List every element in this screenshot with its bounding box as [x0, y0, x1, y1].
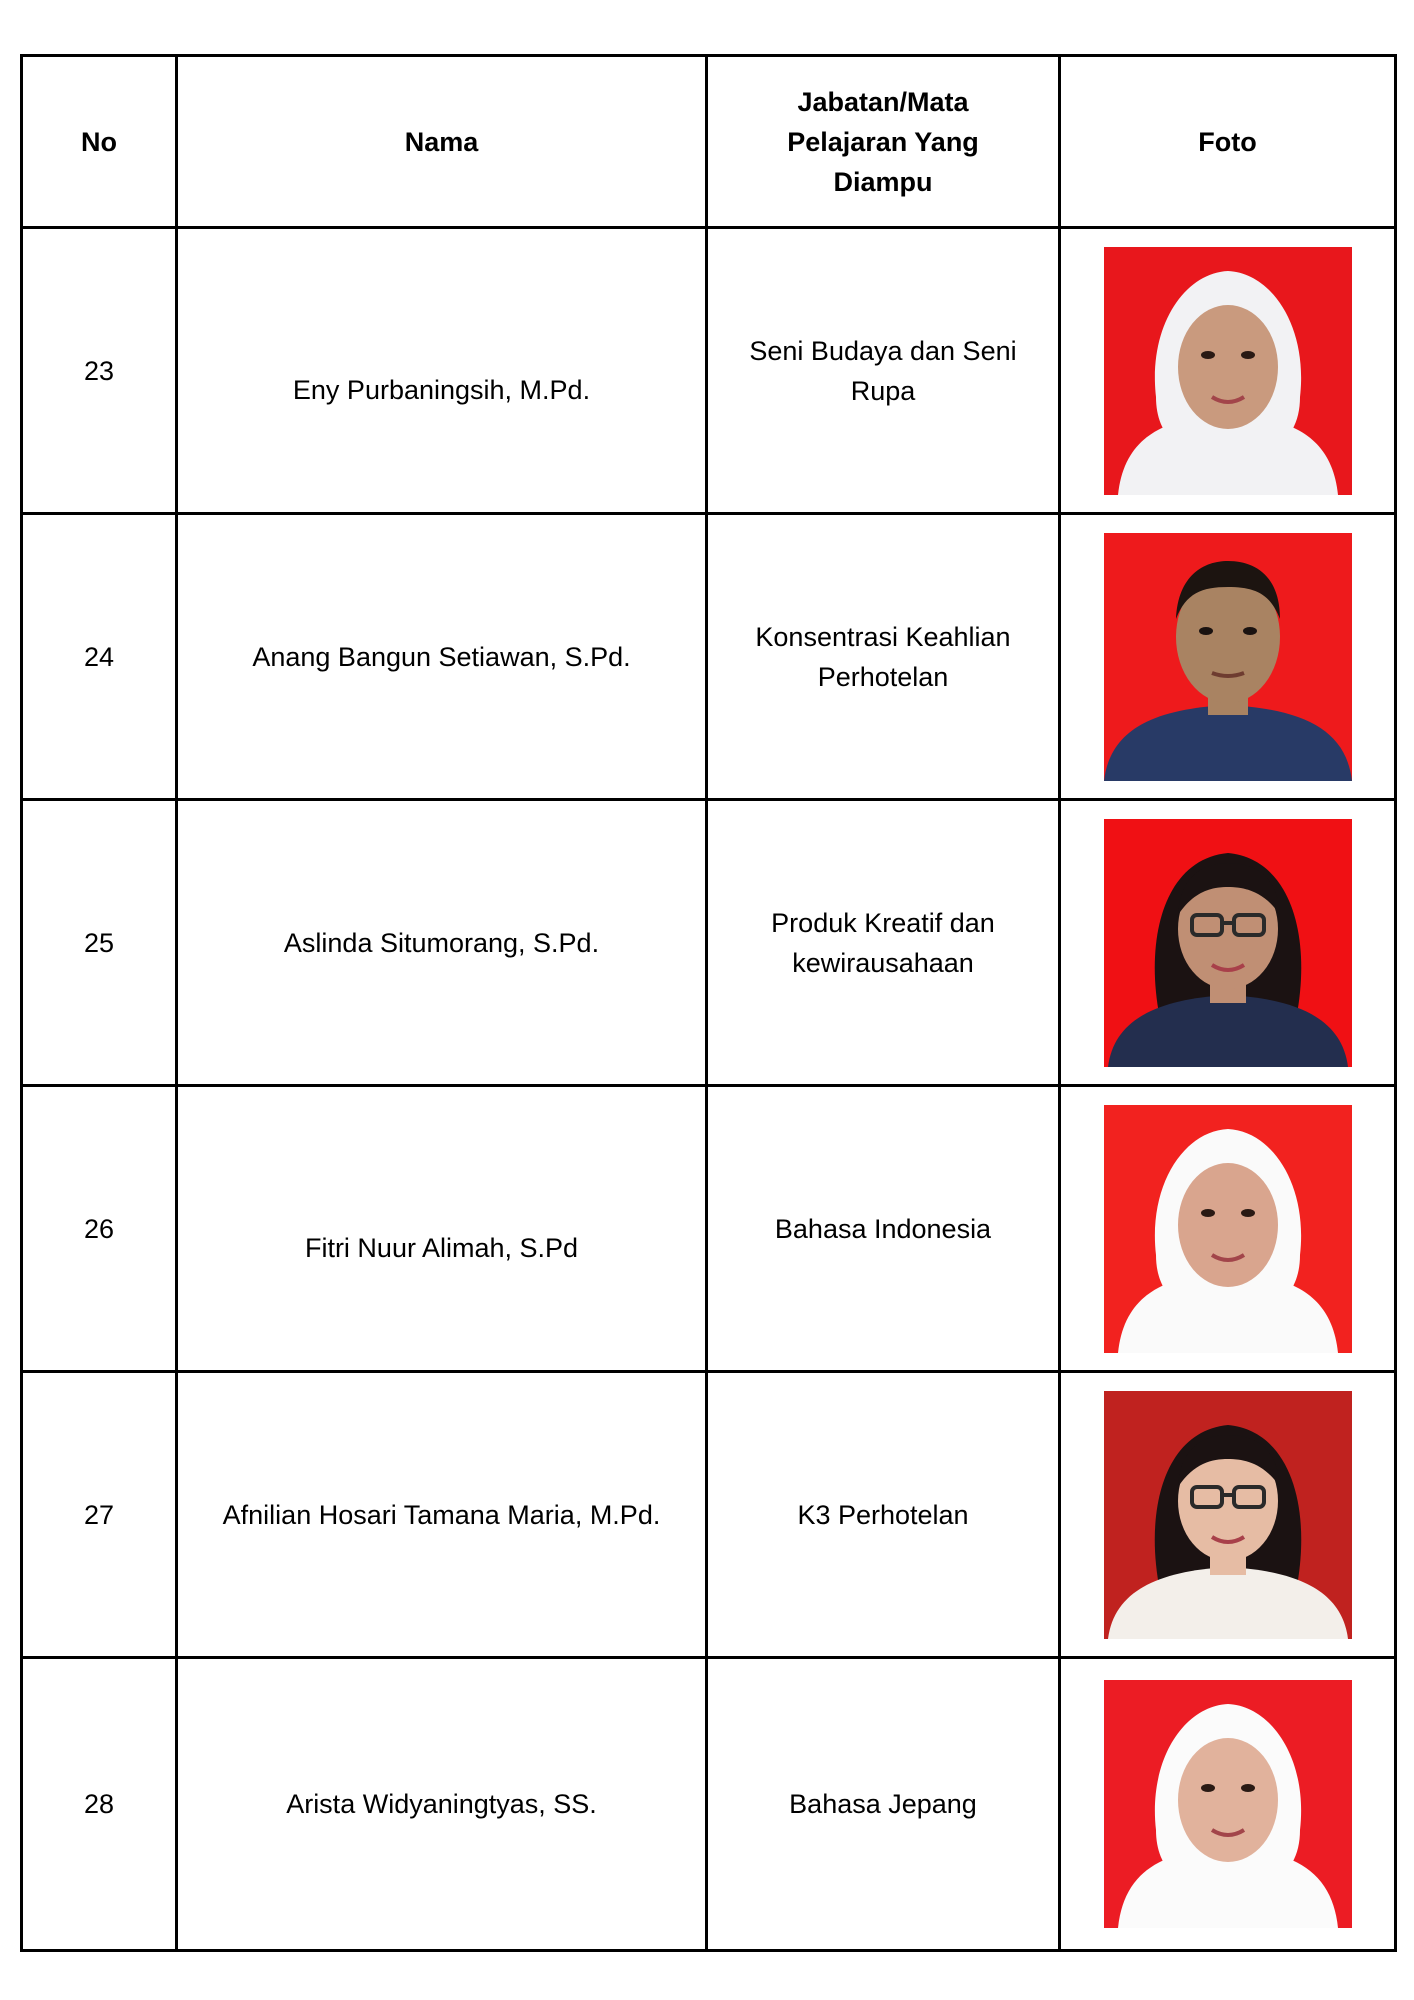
row-no: 26	[22, 1086, 177, 1372]
row-nama-text: Arista Widyaningtyas, SS.	[286, 1789, 597, 1819]
row-foto	[1060, 514, 1396, 800]
staff-table	[20, 54, 1397, 1952]
row-no: 24	[22, 514, 177, 800]
row-nama	[177, 1372, 707, 1658]
row-jabatan	[707, 800, 1060, 1086]
row-nama-text: Aslinda Situmorang, S.Pd.	[283, 927, 600, 958]
header-jabatan	[707, 56, 1060, 228]
table-row	[22, 1372, 1396, 1658]
portrait-woman-glasses-photo	[1104, 819, 1352, 1067]
row-nama	[177, 228, 707, 514]
row-jabatan	[707, 228, 1060, 514]
row-jabatan	[707, 1372, 1060, 1658]
row-no: 25	[22, 800, 177, 1086]
row-nama-text: Eny Purbaningsih, M.Pd.	[292, 374, 591, 405]
row-nama-text: Fitri Nuur Alimah, S.Pd	[304, 1232, 579, 1263]
row-foto	[1060, 1372, 1396, 1658]
portrait-hijab-photo	[1104, 1105, 1352, 1353]
header-nama: Nama	[177, 56, 707, 228]
portrait-hijab-photo	[1104, 1680, 1352, 1928]
row-jabatan-text: K3 Perhotelan	[797, 1499, 969, 1530]
row-jabatan	[707, 1086, 1060, 1372]
row-nama	[177, 800, 707, 1086]
table-row	[22, 800, 1396, 1086]
row-nama	[177, 514, 707, 800]
header-no: No	[22, 56, 177, 228]
row-jabatan	[707, 1658, 1060, 1951]
table-row	[22, 1086, 1396, 1372]
table-row	[22, 1658, 1396, 1951]
row-no: 23	[22, 228, 177, 514]
portrait-woman-glasses-photo	[1104, 1391, 1352, 1639]
table-row	[22, 228, 1396, 514]
row-nama	[177, 1658, 707, 1951]
portrait-man-photo	[1104, 533, 1352, 781]
row-no: 27	[22, 1372, 177, 1658]
row-jabatan-text: Bahasa Indonesia	[774, 1213, 992, 1244]
row-jabatan-text: Seni Budaya dan Seni Rupa	[749, 335, 1017, 406]
portrait-hijab-photo	[1104, 247, 1352, 495]
row-no: 28	[22, 1658, 177, 1951]
table-row	[22, 514, 1396, 800]
row-foto	[1060, 1658, 1396, 1951]
row-nama	[177, 1086, 707, 1372]
row-nama-text: Afnilian Hosari Tamana Maria, M.Pd.	[222, 1499, 661, 1530]
row-jabatan	[707, 514, 1060, 800]
row-foto	[1060, 1086, 1396, 1372]
header-row	[22, 56, 1396, 228]
row-jabatan-text: Produk Kreatif dan kewirausahaan	[771, 907, 995, 978]
header-jabatan-label: Jabatan/Mata Pelajaran Yang Diampu	[787, 86, 979, 197]
header-foto: Foto	[1060, 56, 1396, 228]
row-foto	[1060, 228, 1396, 514]
row-nama-text: Anang Bangun Setiawan, S.Pd.	[252, 641, 631, 672]
row-jabatan-text: Bahasa Jepang	[789, 1789, 977, 1819]
row-jabatan-text: Konsentrasi Keahlian Perhotelan	[755, 621, 1011, 692]
row-foto	[1060, 800, 1396, 1086]
